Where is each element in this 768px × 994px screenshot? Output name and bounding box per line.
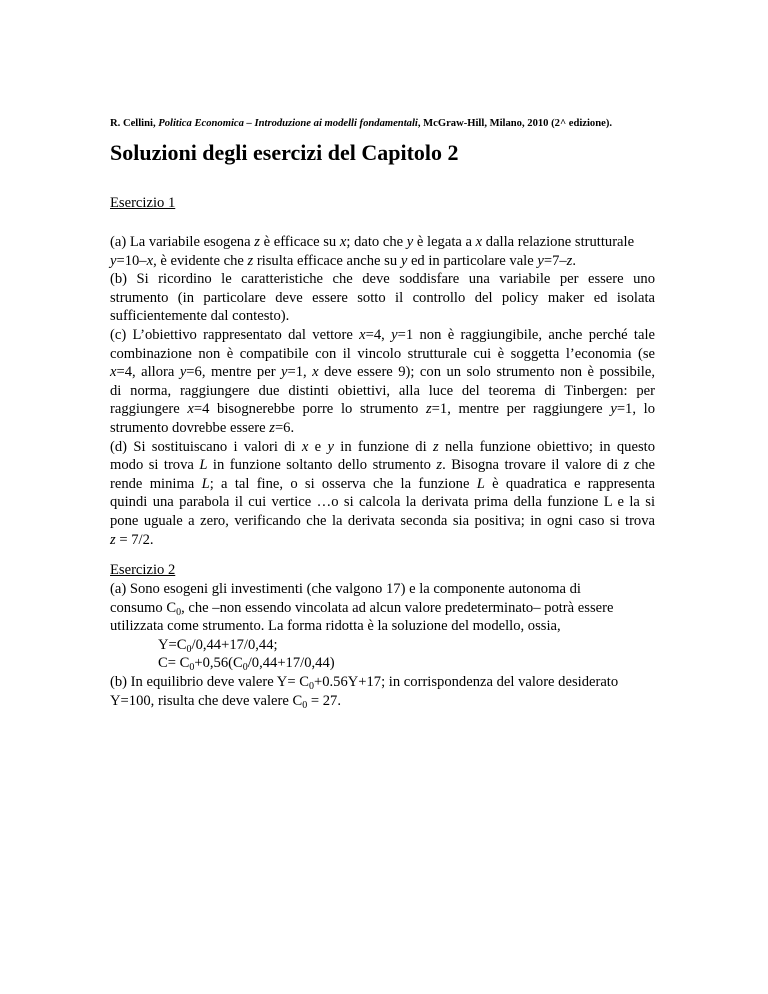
ex2-equation-c: $C= C_0+0,56(C_0/0,44+17/0,44)$ xyxy=(158,655,335,674)
exercise-1-body xyxy=(110,233,655,549)
book-citation-header xyxy=(110,118,670,129)
ex2-b-line-2: Y=100, risulta che deve valere $C_0 = 27$. xyxy=(110,692,341,711)
ex2-a-line-3: utilizzata come strumento. La forma ridotta è la soluzione del modello, ossia, xyxy=(110,618,561,635)
ex1-d-line-4: quindi una parabola il cui vertice …o si calcola la derivata prima della funzione L e la si xyxy=(110,494,655,511)
exercise-2-body xyxy=(110,580,655,710)
exercise-1-heading: Esercizio 1 xyxy=(110,195,176,211)
ex1-c-line-3: x=4, allora y=6, mentre per y=1, x deve essere 9); con un solo strumento non è possibile, xyxy=(110,364,655,381)
citation-book-title: Politica Economica – Introduzione ai modelli fondamentali xyxy=(158,118,418,129)
ex1-d-line-1: (d) Si sostituiscano i valori di x e y in funzione di z nella funzione obiettivo; in questo xyxy=(110,438,655,455)
ex1-a-line-2: y=10–x, è evidente che z risulta efficace anche su y ed in particolare vale y=7–z. xyxy=(110,252,577,269)
ex2-equation-y: $Y=C_0/0,44+17/0,44$; xyxy=(158,636,278,655)
ex1-b-line-2: strumento (in particolare deve essere sotto il controllo del policy maker ed isolata xyxy=(110,289,655,306)
ex2-b-line-1: (b) In equilibrio deve valere $Y= C_0+0.56Y+17$; in corrispondenza del valore desiderato xyxy=(110,673,619,692)
ex1-c-line-5: raggiungere x=4 bisognerebbe porre lo strumento z=1, mentre per raggiungere y=1, lo xyxy=(110,401,655,418)
ex1-c-line-1: (c) L’obiettivo rappresentato dal vettore x=4, y=1 non è raggiungibile, anche perché tale xyxy=(110,326,655,343)
ex1-c-line-6: strumento dovrebbe essere z=6. xyxy=(110,419,295,436)
ex1-b-line-3: sufficientemente dal contesto). xyxy=(110,308,290,325)
ex1-a-line-1: (a) La variabile esogena z è efficace su x; dato che y è legata a x dalla relazione strutturale xyxy=(110,234,635,250)
citation-author: R. Cellini, xyxy=(110,118,159,129)
ex1-c-line-4: di norma, raggiungere due distinti obiettivi, alla luce del teorema di Tinbergen: per xyxy=(110,382,655,399)
ex2-a-line-1: (a) Sono esogeni gli investimenti (che valgono 17) e la componente autonoma di xyxy=(110,581,581,597)
page-title: Soluzioni degli esercizi del Capitolo 2 xyxy=(110,140,459,165)
ex2-a-line-2: consumo $C_0$, che –non essendo vincolata ad alcun valore predeterminato– potrà essere xyxy=(110,599,614,618)
ex1-d-line-5: pone uguale a zero, verificando che la derivata seconda sia positiva; in ogni caso si trova xyxy=(110,512,655,529)
ex1-c-line-2: combinazione non è compatibile con il vincolo strutturale cui è soggetta l’economia (se xyxy=(110,345,655,362)
exercise-2-heading: Esercizio 2 xyxy=(110,562,176,578)
citation-publisher: , McGraw-Hill, Milano, 2010 (2^ edizione). xyxy=(417,118,612,129)
ex1-b-line-1: (b) Si ricordino le caratteristiche che deve soddisfare una variabile per essere uno xyxy=(110,271,655,288)
ex1-d-line-6: z = 7/2. xyxy=(110,531,154,548)
ex1-d-line-3: rende minima L; a tal fine, o si osserva che la funzione L è quadratica e rappresenta xyxy=(110,475,655,492)
ex1-d-line-2: modo si trova L in funzione soltanto dello strumento z. Bisogna trovare il valore di z che xyxy=(110,457,655,474)
